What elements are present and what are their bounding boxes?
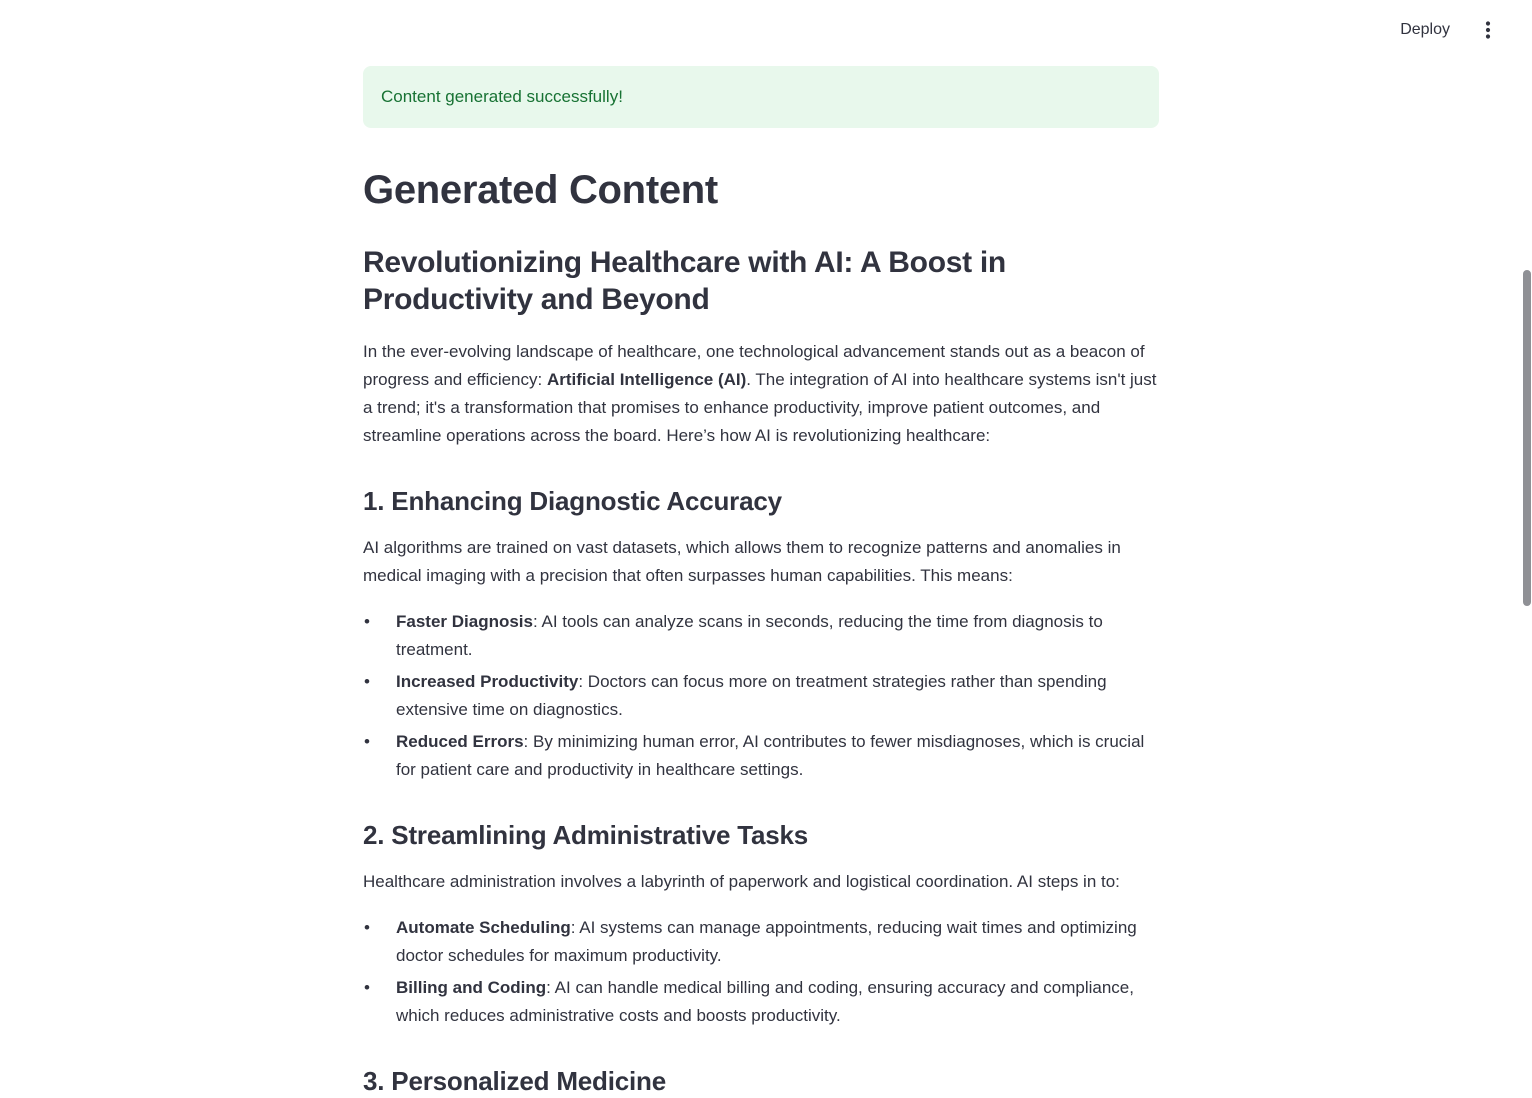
intro-paragraph [363, 338, 1159, 450]
section-heading: 2. Streamlining Administrative Tasks [363, 820, 809, 850]
bullet-icon: • [364, 918, 370, 937]
bullet-icon: • [364, 672, 370, 691]
list-item-text: : AI can handle medical billing and coding, ensuring accuracy and compliance, which reduces administrative costs and boosts productivity. [396, 978, 1134, 1025]
deploy-button[interactable]: Deploy [1400, 21, 1450, 38]
list-item-bold: Faster Diagnosis [396, 612, 533, 631]
section-paragraph: AI algorithms are trained on vast datasets, which allows them to recognize patterns and anomalies in medical imaging with a precision that often surpasses human capabilities. This means: [363, 538, 1121, 585]
section-heading: 3. Personalized Medicine [363, 1066, 666, 1096]
intro-text-after: . The integration of AI into healthcare systems isn't just a trend; it's a transformation that promises to enhance productivity, improve patient outcomes, and streamline operations across the board. Here’s how AI is revolutionizing healthcare: [363, 370, 1157, 445]
bullet-icon: • [364, 612, 370, 631]
article-title: Revolutionizing Healthcare with AI: A Boost in Productivity and Beyond [363, 246, 1006, 316]
list-item-bold: Increased Productivity [396, 672, 579, 691]
scrollbar-thumb[interactable] [1523, 270, 1531, 606]
list-item-text: : By minimizing human error, AI contributes to fewer misdiagnoses, which is crucial for patient care and productivity in healthcare settings. [396, 732, 1145, 779]
intro-bold: Artificial Intelligence (AI) [546, 370, 747, 389]
section-paragraph: Healthcare administration involves a labyrinth of paperwork and logistical coordination. AI steps in to: [363, 872, 1120, 891]
bullet-icon: • [364, 978, 370, 997]
list-item-bold: Billing and Coding [396, 978, 547, 997]
list-item-bold: Reduced Errors [396, 732, 524, 751]
section-heading: 1. Enhancing Diagnostic Accuracy [363, 486, 782, 516]
list-item-bold: Automate Scheduling [396, 918, 571, 937]
generated-content [363, 162, 1159, 1098]
list-item-text: : AI tools can analyze scans in seconds, reducing the time from diagnosis to treatment. [396, 612, 1103, 659]
page-title: Generated Content [363, 168, 718, 212]
main-menu-button[interactable] [1474, 16, 1502, 44]
list-item [363, 608, 1159, 664]
bullet-list [363, 914, 1159, 1030]
list-item [363, 728, 1159, 784]
more-vertical-icon [1485, 21, 1491, 39]
success-alert [363, 66, 1159, 128]
list-item [363, 974, 1159, 1030]
bullet-list [363, 608, 1159, 784]
list-item-text: : AI systems can manage appointments, reducing wait times and optimizing doctor schedules for maximum productivity. [396, 918, 1137, 965]
list-item [363, 668, 1159, 724]
success-alert-message: Content generated successfully! [381, 87, 623, 106]
list-item-text: : Doctors can focus more on treatment strategies rather than spending extensive time on diagnostics. [396, 672, 1107, 719]
app-header [0, 0, 1532, 60]
intro-text-before: In the ever-evolving landscape of healthcare, one technological advancement stands out as a beacon of progress and efficiency: [363, 342, 1145, 389]
list-item [363, 914, 1159, 970]
bullet-icon: • [364, 732, 370, 751]
